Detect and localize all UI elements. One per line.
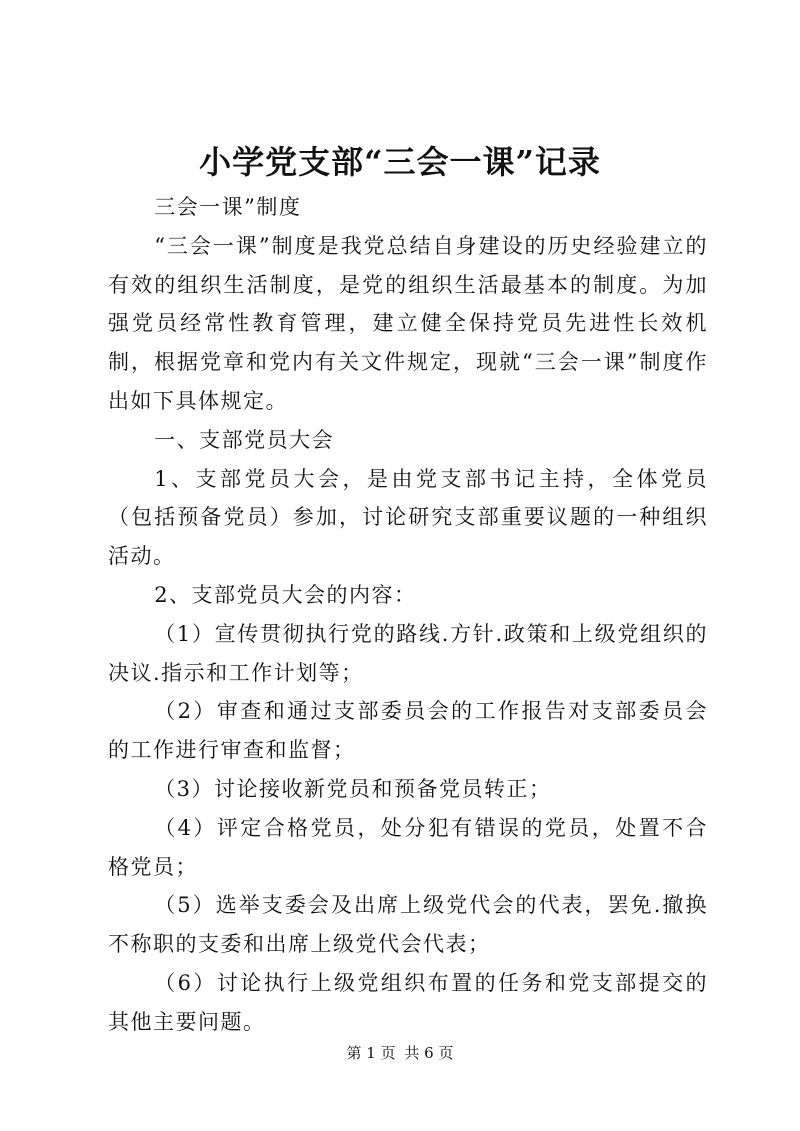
list-item: （5）选举支委会及出席上级党代会的代表，罢免.撤换不称职的支委和出席上级党代会代表； [108, 893, 708, 957]
page-total: 共 6 页 [404, 1044, 454, 1062]
list-item: （3）讨论接收新党员和预备党员转正； [154, 776, 552, 801]
list-item: （1）宣传贯彻执行党的路线.方针.政策和上级党组织的决议.指示和工作计划等； [108, 621, 708, 685]
document-title: 小学党支部“三会一课”记录 [199, 143, 601, 181]
paragraph-subtitle: 三会一课”制度 [154, 195, 302, 219]
list-item: （2）审查和通过支部委员会的工作报告对支部委员会的工作进行审查和监督； [108, 699, 708, 763]
document-body [108, 188, 708, 1042]
page-number: 第 1 页 [346, 1044, 396, 1062]
section-heading: 一、支部党员大会 [154, 427, 335, 452]
paragraph-item-1: 1、支部党员大会，是由党支部书记主持，全体党员（包括预备党员）参加，讨论研究支部重要议题的一种组织活动。 [108, 466, 708, 569]
list-item: （4）评定合格党员，处分犯有错误的党员，处置不合格党员； [108, 815, 708, 879]
list-item: （6）讨论执行上级党组织布置的任务和党支部提交的其他主要问题。 [108, 970, 708, 1034]
paragraph-intro: “三会一课”制度是我党总结自身建设的历史经验建立的有效的组织生活制度，是党的组织生活最基本的制度。为加强党员经常性教育管理，建立健全保持党员先进性长效机制，根据党章和党内有关文件规定，现就“三会一课”制度作出如下具体规定。 [108, 233, 708, 413]
paragraph-item-2: 2、支部党员大会的内容： [154, 582, 417, 607]
page-footer [0, 1043, 800, 1063]
